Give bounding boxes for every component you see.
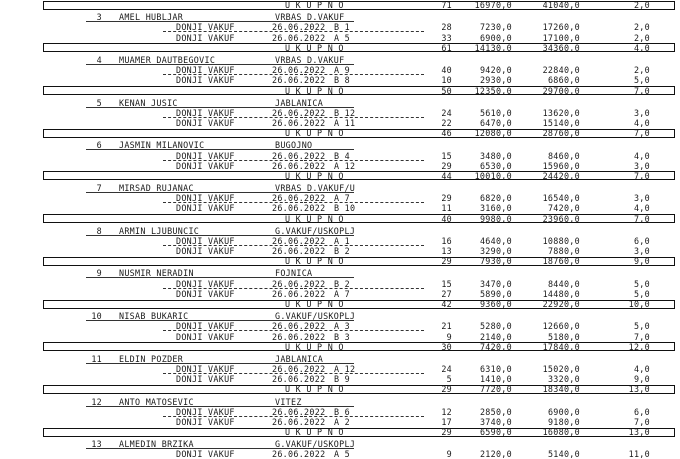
detail-count: 22 xyxy=(441,118,452,128)
competitor-rank: 13 xyxy=(91,439,102,450)
total-label: U K U P N O xyxy=(285,42,344,53)
total-count: 30 xyxy=(441,341,452,352)
detail-code: B 4 xyxy=(334,150,351,161)
detail-code: A 7 xyxy=(334,193,351,204)
detail-weight: 6530,0 xyxy=(479,160,512,171)
detail-code: B 1 xyxy=(334,22,351,33)
detail-date: 26.06.2022 xyxy=(272,32,326,43)
detail-count: 16 xyxy=(441,235,452,246)
detail-count: 10 xyxy=(441,75,452,86)
detail-amount: 10880,0 xyxy=(542,235,580,246)
total-score: 7,0 xyxy=(633,170,650,181)
competitor-location: BUGOJNO xyxy=(275,140,313,151)
detail-score: 4,0 xyxy=(633,203,650,214)
total-count: 50 xyxy=(441,85,452,96)
total-count: 44 xyxy=(441,170,452,181)
competitor-name: AMEL HUBLJAR xyxy=(119,12,184,23)
detail-weight: 9420,0 xyxy=(479,65,512,76)
total-label: U K U P N O xyxy=(285,256,344,267)
detail-score: 4,0 xyxy=(633,118,650,128)
total-amount: 18760,0 xyxy=(542,256,580,267)
detail-place: DONJI VAKUF xyxy=(176,160,235,171)
total-weight: 12350,0 xyxy=(474,85,512,96)
detail-score: 5,0 xyxy=(633,288,650,299)
detail-score: 7,0 xyxy=(633,331,650,342)
detail-date: 26.06.2022 xyxy=(272,203,326,214)
detail-place: DONJI VAKUF xyxy=(176,65,235,76)
detail-row xyxy=(0,449,680,459)
total-row xyxy=(0,86,680,96)
detail-row xyxy=(0,33,680,43)
competitor-name: NISAB BUKARIC xyxy=(119,311,189,322)
total-row xyxy=(0,384,680,394)
detail-amount: 3320,0 xyxy=(547,374,580,385)
competitor-location: G.VAKUF/USKOPLJ xyxy=(275,439,356,450)
detail-weight: 6310,0 xyxy=(479,364,512,374)
detail-place: DONJI VAKUF xyxy=(176,107,235,118)
total-count: 42 xyxy=(441,299,452,309)
detail-weight: 5890,0 xyxy=(479,288,512,299)
total-amount: 18340,0 xyxy=(542,384,580,395)
detail-count: 29 xyxy=(441,193,452,204)
detail-score: 3,0 xyxy=(633,160,650,171)
total-amount: 17840,0 xyxy=(542,341,580,352)
competitor-name: MIRSAD RUJANAC xyxy=(119,183,194,193)
detail-row xyxy=(0,75,680,85)
total-label: U K U P N O xyxy=(285,213,344,224)
detail-score: 3,0 xyxy=(633,107,650,118)
competitor-rank: 11 xyxy=(91,353,102,364)
total-weight: 12080,0 xyxy=(474,128,512,139)
detail-weight: 2930,0 xyxy=(479,75,512,86)
competitor-rank: 6 xyxy=(96,140,102,151)
total-count: 29 xyxy=(441,256,452,267)
detail-row xyxy=(0,374,680,384)
competitor-rank: 10 xyxy=(91,311,102,322)
detail-weight: 6900,0 xyxy=(479,32,512,43)
detail-place: DONJI VAKUF xyxy=(176,32,235,43)
detail-amount: 15960,0 xyxy=(542,160,580,171)
detail-count: 40 xyxy=(441,65,452,76)
detail-code: B 12 xyxy=(334,107,356,118)
competitor-location: JABLANICA xyxy=(275,353,324,364)
detail-date: 26.06.2022 xyxy=(272,288,326,299)
total-label: U K U P N O xyxy=(285,341,344,352)
detail-code: B 6 xyxy=(334,406,351,417)
detail-count: 11 xyxy=(441,203,452,214)
detail-place: DONJI VAKUF xyxy=(176,449,235,459)
detail-code: A 1 xyxy=(334,235,351,246)
detail-code: A 5 xyxy=(334,32,351,43)
total-amount: 41040,0 xyxy=(542,0,580,10)
detail-count: 9 xyxy=(446,449,452,459)
total-row xyxy=(0,256,680,266)
competitor-name: JASMIN MILANOVIC xyxy=(119,140,205,151)
competitor-rank: 7 xyxy=(96,183,102,193)
detail-count: 29 xyxy=(441,160,452,171)
detail-code: B 2 xyxy=(334,278,351,289)
detail-code: B 10 xyxy=(334,203,356,214)
detail-row xyxy=(0,417,680,427)
total-score: 13,0 xyxy=(628,427,650,438)
detail-count: 21 xyxy=(441,321,452,332)
competitor-name: ARMIN LJUBUNCIC xyxy=(119,225,200,236)
total-amount: 16080,0 xyxy=(542,427,580,438)
detail-weight: 3740,0 xyxy=(479,416,512,427)
competitor-location: G.VAKUF/USKOPLJ xyxy=(275,225,356,236)
detail-place: DONJI VAKUF xyxy=(176,321,235,332)
detail-place: DONJI VAKUF xyxy=(176,150,235,161)
competitor-rank: 8 xyxy=(96,225,102,236)
detail-amount: 7420,0 xyxy=(547,203,580,214)
total-amount: 34360,0 xyxy=(542,42,580,53)
detail-date: 26.06.2022 xyxy=(272,449,326,459)
detail-code: A 12 xyxy=(334,160,356,171)
detail-place: DONJI VAKUF xyxy=(176,278,235,289)
detail-code: A 12 xyxy=(334,364,356,374)
detail-amount: 22840,0 xyxy=(542,65,580,76)
detail-score: 5,0 xyxy=(633,278,650,289)
total-label: U K U P N O xyxy=(285,0,344,10)
total-amount: 29700,0 xyxy=(542,85,580,96)
total-row xyxy=(0,214,680,224)
detail-row xyxy=(0,203,680,213)
detail-date: 26.06.2022 xyxy=(272,246,326,257)
detail-row xyxy=(0,118,680,128)
detail-score: 2,0 xyxy=(633,22,650,33)
detail-score: 9,0 xyxy=(633,374,650,385)
competitor-rank: 4 xyxy=(96,54,102,65)
detail-code: A 3 xyxy=(334,321,351,332)
detail-amount: 15020,0 xyxy=(542,364,580,374)
detail-place: DONJI VAKUF xyxy=(176,364,235,374)
detail-weight: 3480,0 xyxy=(479,150,512,161)
detail-date: 26.06.2022 xyxy=(272,416,326,427)
detail-row xyxy=(0,246,680,256)
detail-amount: 13620,0 xyxy=(542,107,580,118)
competitor-location: VRBAS D.VAKUF xyxy=(275,54,345,65)
detail-score: 7,0 xyxy=(633,416,650,427)
competitor-name: ELDIN POZDER xyxy=(119,353,184,364)
competitor-name: ANTO MATOSEVIC xyxy=(119,396,194,407)
detail-count: 15 xyxy=(441,278,452,289)
detail-score: 3,0 xyxy=(633,193,650,204)
total-score: 7,0 xyxy=(633,213,650,224)
detail-weight: 6470,0 xyxy=(479,118,512,128)
detail-place: DONJI VAKUF xyxy=(176,246,235,257)
detail-place: DONJI VAKUF xyxy=(176,22,235,33)
detail-date: 26.06.2022 xyxy=(272,65,326,76)
detail-score: 4,0 xyxy=(633,364,650,374)
total-score: 13,0 xyxy=(628,384,650,395)
detail-weight: 5280,0 xyxy=(479,321,512,332)
detail-weight: 1410,0 xyxy=(479,374,512,385)
detail-weight: 4640,0 xyxy=(479,235,512,246)
competitor-location: VRBAS D.VAKUF/U xyxy=(275,183,356,193)
detail-date: 26.06.2022 xyxy=(272,75,326,86)
total-score: 9,0 xyxy=(633,256,650,267)
total-count: 46 xyxy=(441,128,452,139)
detail-count: 24 xyxy=(441,107,452,118)
detail-score: 2,0 xyxy=(633,32,650,43)
detail-place: DONJI VAKUF xyxy=(176,203,235,214)
detail-code: B 9 xyxy=(334,374,351,385)
total-label: U K U P N O xyxy=(285,299,344,309)
detail-code: B 8 xyxy=(334,75,351,86)
detail-count: 9 xyxy=(446,331,452,342)
detail-row xyxy=(0,161,680,171)
detail-amount: 17100,0 xyxy=(542,32,580,43)
competitor-name: ALMEDIN BRZIKA xyxy=(119,439,194,450)
detail-score: 11,0 xyxy=(628,449,650,459)
total-weight: 7930,0 xyxy=(479,256,512,267)
total-weight: 16970,0 xyxy=(474,0,512,10)
total-score: 2,0 xyxy=(633,0,650,10)
total-score: 10,0 xyxy=(628,299,650,309)
detail-date: 26.06.2022 xyxy=(272,364,326,374)
detail-place: DONJI VAKUF xyxy=(176,288,235,299)
detail-weight: 3290,0 xyxy=(479,246,512,257)
detail-code: A 5 xyxy=(334,449,351,459)
detail-code: A 2 xyxy=(334,416,351,427)
detail-date: 26.06.2022 xyxy=(272,374,326,385)
detail-score: 3,0 xyxy=(633,246,650,257)
detail-place: DONJI VAKUF xyxy=(176,118,235,128)
detail-row xyxy=(0,332,680,342)
total-row xyxy=(0,43,680,53)
detail-code: B 2 xyxy=(334,246,351,257)
competitor-name: KENAN JUSIC xyxy=(119,97,178,108)
detail-amount: 8440,0 xyxy=(547,278,580,289)
detail-score: 4,0 xyxy=(633,150,650,161)
total-weight: 6590,0 xyxy=(479,427,512,438)
total-amount: 22920,0 xyxy=(542,299,580,309)
detail-code: A 11 xyxy=(334,118,356,128)
detail-amount: 15140,0 xyxy=(542,118,580,128)
total-amount: 23960,0 xyxy=(542,213,580,224)
total-label: U K U P N O xyxy=(285,128,344,139)
detail-count: 27 xyxy=(441,288,452,299)
detail-weight: 2140,0 xyxy=(479,331,512,342)
detail-score: 5,0 xyxy=(633,321,650,332)
detail-amount: 5180,0 xyxy=(547,331,580,342)
detail-date: 26.06.2022 xyxy=(272,235,326,246)
detail-date: 26.06.2022 xyxy=(272,321,326,332)
detail-count: 33 xyxy=(441,32,452,43)
competitor-rank: 3 xyxy=(96,12,102,23)
detail-amount: 9180,0 xyxy=(547,416,580,427)
total-amount: 24420,0 xyxy=(542,170,580,181)
detail-amount: 6860,0 xyxy=(547,75,580,86)
detail-amount: 6900,0 xyxy=(547,406,580,417)
detail-score: 6,0 xyxy=(633,235,650,246)
total-weight: 9360,0 xyxy=(479,299,512,309)
total-count: 29 xyxy=(441,427,452,438)
detail-date: 26.06.2022 xyxy=(272,118,326,128)
total-label: U K U P N O xyxy=(285,384,344,395)
total-amount: 28760,0 xyxy=(542,128,580,139)
detail-place: DONJI VAKUF xyxy=(176,416,235,427)
detail-amount: 14480,0 xyxy=(542,288,580,299)
competitor-name: NUSMIR NERADIN xyxy=(119,268,194,279)
detail-row xyxy=(0,289,680,299)
detail-date: 26.06.2022 xyxy=(272,107,326,118)
detail-code: A 9 xyxy=(334,65,351,76)
detail-place: DONJI VAKUF xyxy=(176,75,235,86)
total-row xyxy=(0,128,680,138)
total-label: U K U P N O xyxy=(285,85,344,96)
detail-amount: 17260,0 xyxy=(542,22,580,33)
detail-weight: 6820,0 xyxy=(479,193,512,204)
detail-count: 28 xyxy=(441,22,452,33)
detail-weight: 7230,0 xyxy=(479,22,512,33)
total-weight: 7420,0 xyxy=(479,341,512,352)
total-count: 29 xyxy=(441,384,452,395)
total-score: 7,0 xyxy=(633,85,650,96)
competitor-location: VITEZ xyxy=(275,396,302,407)
detail-amount: 8460,0 xyxy=(547,150,580,161)
total-weight: 14130,0 xyxy=(474,42,512,53)
competitor-name: MUAMER DAUTBEGOVIC xyxy=(119,54,216,65)
detail-weight: 5610,0 xyxy=(479,107,512,118)
total-row xyxy=(0,342,680,352)
detail-weight: 2850,0 xyxy=(479,406,512,417)
detail-score: 5,0 xyxy=(633,75,650,86)
detail-place: DONJI VAKUF xyxy=(176,331,235,342)
total-score: 7,0 xyxy=(633,128,650,139)
total-label: U K U P N O xyxy=(285,170,344,181)
detail-count: 12 xyxy=(441,406,452,417)
detail-amount: 16540,0 xyxy=(542,193,580,204)
competitor-location: VRBAS D.VAKUF xyxy=(275,12,345,23)
detail-weight: 3160,0 xyxy=(479,203,512,214)
detail-place: DONJI VAKUF xyxy=(176,235,235,246)
detail-count: 5 xyxy=(446,374,452,385)
detail-score: 6,0 xyxy=(633,406,650,417)
detail-code: B 3 xyxy=(334,331,351,342)
detail-count: 15 xyxy=(441,150,452,161)
detail-date: 26.06.2022 xyxy=(272,331,326,342)
detail-amount: 7880,0 xyxy=(547,246,580,257)
detail-place: DONJI VAKUF xyxy=(176,193,235,204)
total-weight: 7720,0 xyxy=(479,384,512,395)
competitor-location: FOJNICA xyxy=(275,268,313,279)
detail-date: 26.06.2022 xyxy=(272,22,326,33)
total-count: 71 xyxy=(441,0,452,10)
detail-date: 26.06.2022 xyxy=(272,150,326,161)
competitor-rank: 9 xyxy=(96,268,102,279)
detail-count: 17 xyxy=(441,416,452,427)
competitor-location: JABLANICA xyxy=(275,97,324,108)
detail-date: 26.06.2022 xyxy=(272,160,326,171)
total-score: 12,0 xyxy=(628,341,650,352)
total-label: U K U P N O xyxy=(285,427,344,438)
detail-count: 24 xyxy=(441,364,452,374)
detail-date: 26.06.2022 xyxy=(272,193,326,204)
total-count: 40 xyxy=(441,213,452,224)
detail-place: DONJI VAKUF xyxy=(176,406,235,417)
detail-weight: 2120,0 xyxy=(479,449,512,459)
detail-weight: 3470,0 xyxy=(479,278,512,289)
total-row xyxy=(0,0,680,10)
detail-score: 2,0 xyxy=(633,65,650,76)
total-weight: 9980,0 xyxy=(479,213,512,224)
detail-code: A 7 xyxy=(334,288,351,299)
total-row xyxy=(0,427,680,437)
detail-date: 26.06.2022 xyxy=(272,406,326,417)
detail-place: DONJI VAKUF xyxy=(176,374,235,385)
total-row xyxy=(0,299,680,309)
total-score: 4,0 xyxy=(633,42,650,53)
total-weight: 10010,0 xyxy=(474,170,512,181)
detail-count: 13 xyxy=(441,246,452,257)
competitor-rank: 5 xyxy=(96,97,102,108)
detail-amount: 12660,0 xyxy=(542,321,580,332)
total-row xyxy=(0,171,680,181)
detail-date: 26.06.2022 xyxy=(272,278,326,289)
total-count: 61 xyxy=(441,42,452,53)
competitor-rank: 12 xyxy=(91,396,102,407)
detail-amount: 5140,0 xyxy=(547,449,580,459)
competitor-location: G.VAKUF/USKOPLJ xyxy=(275,311,356,322)
